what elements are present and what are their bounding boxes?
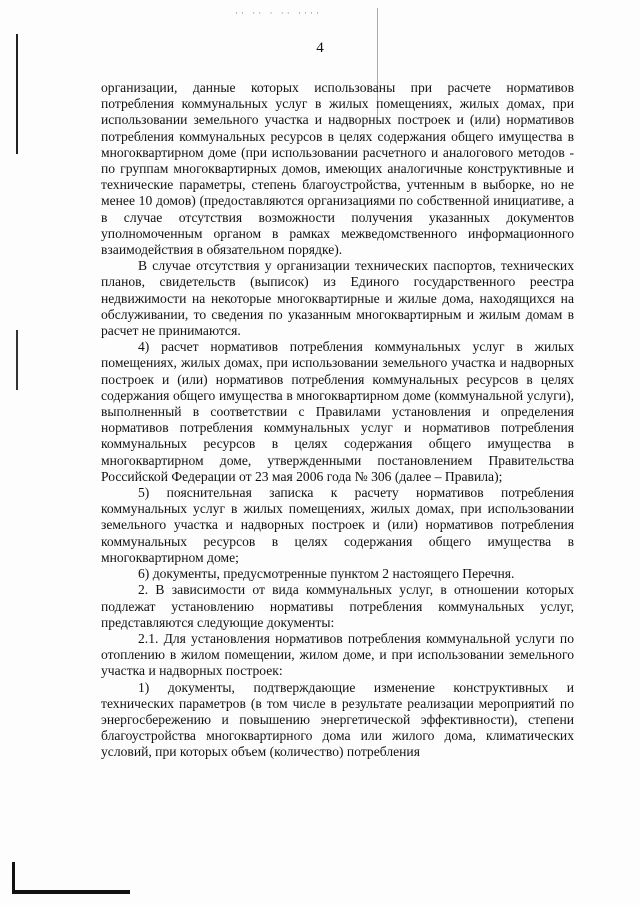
paragraph: организации, данные которых использованы при расчете нормативов потребления коммунальных услуг в жилых помещениях, жилых домах, при использовании земельного участка и надворных построек и (или) нормативов потребления коммунальных ресурсов в целях содержания общего имущества в многоквартирном доме (при использовании расчетного и аналогового методов - по группам многоквартирных домов, имеющих аналогичные конструктивные и технические параметры, степень благоустройства, учтенным в выборке, но не менее 10 домов) (предоставляются организациями по собственной инициативе, а в случае отсутствия возможности получения указанных документов уполномоченным органом в рамках межведомственного информационного взаимодействия в обязательном порядке). <box>101 80 574 258</box>
paragraph: 4) расчет нормативов потребления коммунальных услуг в жилых помещениях, жилых домах, при использовании земельного участка и надворных построек и (или) нормативов потребления коммунальных ресурсов в целях содержания общего имущества в многоквартирном доме (коммунальной услуги), выполненный в соответствии с Правилами установления и определения нормативов потребления коммунальных услуг и нормативов потребления коммунальных ресурсов в целях содержания общего имущества в многоквартирном доме, утвержденными постановлением Правительства Российской Федерации от 23 мая 2006 года № 306 (далее – Правила); <box>101 339 574 484</box>
scan-artifact-corner-horizontal <box>12 890 130 894</box>
paragraph: 6) документы, предусмотренные пунктом 2 настоящего Перечня. <box>138 566 515 582</box>
scan-artifact-top: ·· ·· · ·· ···· <box>235 8 322 18</box>
scan-artifact-left-edge-2 <box>16 330 18 390</box>
paragraph: 2.1. Для установления нормативов потребления коммунальной услуги по отоплению в жилом помещении, жилом доме, и при использовании земельного участка и надворных построек: <box>101 630 574 679</box>
paragraph: 5) пояснительная записка к расчету нормативов потребления коммунальных услуг в жилых помещениях, жилых домах, при использовании земельного участка и надворных построек и (или) нормативов потребления коммунальных ресурсов в целях содержания общего имущества в многоквартирном доме; <box>101 485 574 565</box>
document-body <box>101 80 574 761</box>
paragraph: 1) документы, подтверждающие изменение конструктивных и технических параметров (в том числе в результате реализации мероприятий по энергосбережению и повышению энергетической эффективности), степени благоустройства многоквартирного дома или жилого дома, климатических условий, при которых объем (количество) потребления <box>101 679 574 760</box>
paragraph: В случае отсутствия у организации технических паспортов, технических планов, свидетельств (выписок) из Единого государственного реестра недвижимости на некоторые многоквартирные и жилые дома, находящихся на обслуживании, то сведения по указанным многоквартирным и жилым домам в расчет не принимаются. <box>101 258 574 339</box>
page-number: 4 <box>316 40 324 56</box>
paragraph: 2. В зависимости от вида коммунальных услуг, в отношении которых подлежат установлению нормативы потребления коммунальных услуг, представляются следующие документы: <box>101 582 574 630</box>
